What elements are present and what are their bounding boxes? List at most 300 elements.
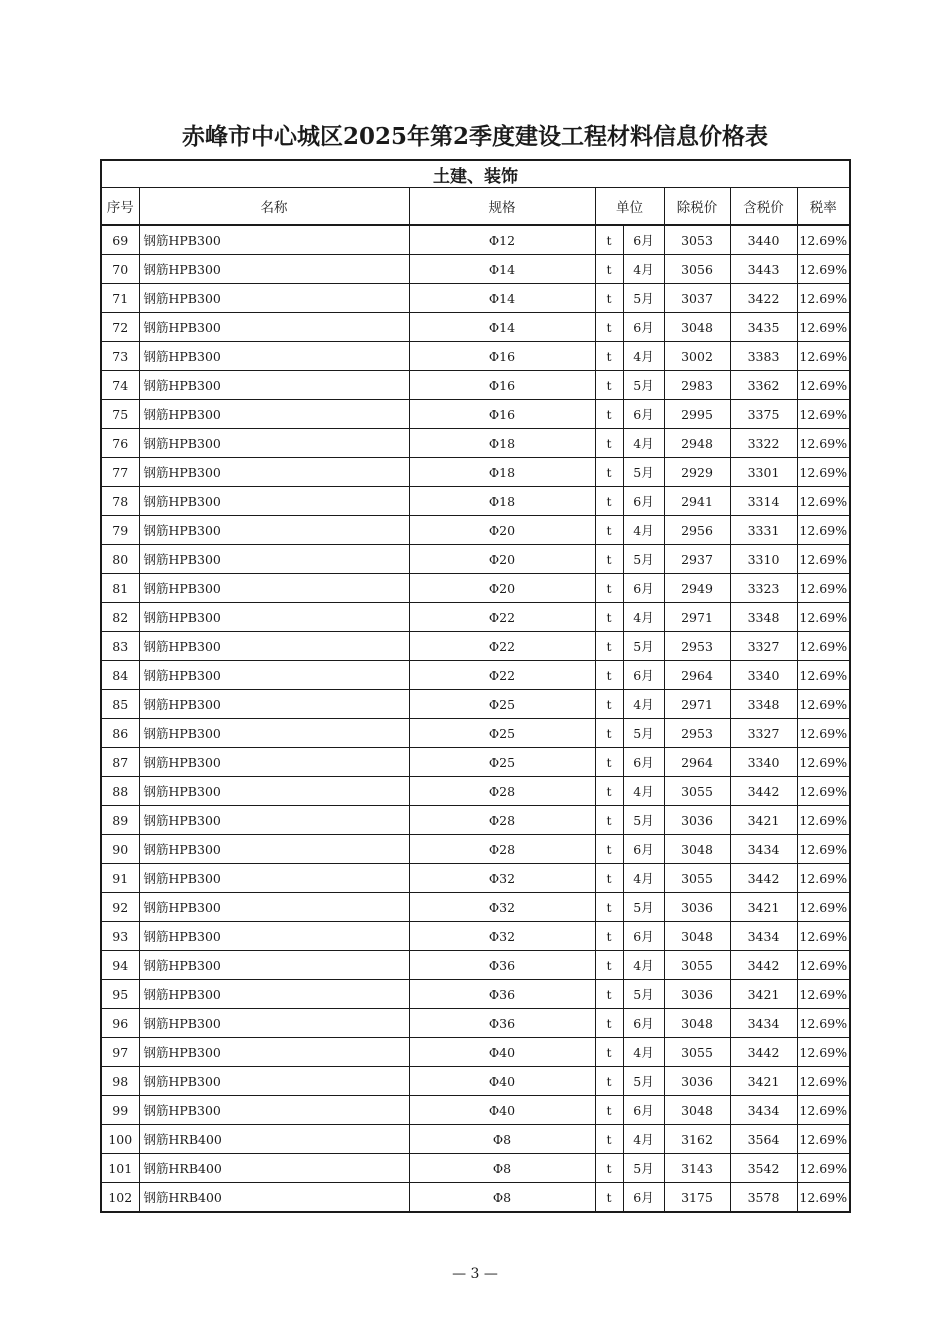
cell-name: 钢筋HPB300 — [139, 951, 409, 980]
cell-unit: t — [595, 748, 623, 777]
header-tax-rate: 税率 — [797, 188, 850, 226]
table-row — [101, 545, 850, 574]
cell-unit: t — [595, 980, 623, 1009]
cell-tax-rate: 12.69% — [797, 632, 850, 661]
cell-seq: 92 — [101, 893, 139, 922]
cell-unit: t — [595, 719, 623, 748]
table-row — [101, 1038, 850, 1067]
cell-price-ex-tax: 3053 — [664, 225, 730, 255]
cell-price-inc-tax: 3422 — [730, 284, 797, 313]
cell-price-inc-tax: 3435 — [730, 313, 797, 342]
cell-unit: t — [595, 1154, 623, 1183]
cell-spec: Φ40 — [409, 1096, 595, 1125]
cell-month: 5月 — [623, 632, 664, 661]
table-row — [101, 1096, 850, 1125]
cell-month: 4月 — [623, 342, 664, 371]
cell-seq: 78 — [101, 487, 139, 516]
cell-name: 钢筋HPB300 — [139, 603, 409, 632]
cell-name: 钢筋HPB300 — [139, 487, 409, 516]
cell-spec: Φ20 — [409, 545, 595, 574]
cell-spec: Φ36 — [409, 980, 595, 1009]
cell-spec: Φ8 — [409, 1125, 595, 1154]
cell-seq: 73 — [101, 342, 139, 371]
cell-month: 6月 — [623, 1009, 664, 1038]
cell-price-inc-tax: 3434 — [730, 1096, 797, 1125]
cell-spec: Φ20 — [409, 574, 595, 603]
cell-unit: t — [595, 255, 623, 284]
cell-name: 钢筋HPB300 — [139, 748, 409, 777]
cell-seq: 98 — [101, 1067, 139, 1096]
cell-name: 钢筋HPB300 — [139, 893, 409, 922]
cell-spec: Φ40 — [409, 1038, 595, 1067]
cell-name: 钢筋HPB300 — [139, 1038, 409, 1067]
table-row — [101, 951, 850, 980]
cell-price-ex-tax: 2956 — [664, 516, 730, 545]
cell-seq: 71 — [101, 284, 139, 313]
cell-price-ex-tax: 3048 — [664, 1009, 730, 1038]
cell-price-inc-tax: 3331 — [730, 516, 797, 545]
cell-name: 钢筋HPB300 — [139, 458, 409, 487]
table-row — [101, 603, 850, 632]
cell-spec: Φ18 — [409, 429, 595, 458]
cell-price-ex-tax: 3143 — [664, 1154, 730, 1183]
cell-tax-rate: 12.69% — [797, 400, 850, 429]
cell-name: 钢筋HPB300 — [139, 1096, 409, 1125]
cell-price-ex-tax: 3055 — [664, 951, 730, 980]
header-seq: 序号 — [101, 188, 139, 226]
cell-price-ex-tax: 3162 — [664, 1125, 730, 1154]
cell-unit: t — [595, 690, 623, 719]
cell-price-inc-tax: 3323 — [730, 574, 797, 603]
cell-spec: Φ14 — [409, 313, 595, 342]
cell-tax-rate: 12.69% — [797, 603, 850, 632]
table-body — [101, 225, 850, 1212]
cell-price-ex-tax: 3055 — [664, 777, 730, 806]
cell-seq: 100 — [101, 1125, 139, 1154]
cell-name: 钢筋HPB300 — [139, 922, 409, 951]
cell-seq: 69 — [101, 225, 139, 255]
table-row — [101, 661, 850, 690]
cell-price-inc-tax: 3301 — [730, 458, 797, 487]
cell-unit: t — [595, 487, 623, 516]
page-number: — 3 — — [452, 1266, 498, 1282]
cell-price-inc-tax: 3362 — [730, 371, 797, 400]
cell-price-inc-tax: 3443 — [730, 255, 797, 284]
cell-price-inc-tax: 3340 — [730, 748, 797, 777]
cell-month: 6月 — [623, 922, 664, 951]
cell-name: 钢筋HRB400 — [139, 1154, 409, 1183]
cell-month: 6月 — [623, 661, 664, 690]
cell-spec: Φ25 — [409, 748, 595, 777]
price-table — [100, 159, 851, 1213]
cell-price-ex-tax: 2953 — [664, 719, 730, 748]
cell-spec: Φ36 — [409, 951, 595, 980]
cell-tax-rate: 12.69% — [797, 806, 850, 835]
cell-tax-rate: 12.69% — [797, 1096, 850, 1125]
cell-seq: 86 — [101, 719, 139, 748]
section-heading: 土建、装饰 — [101, 160, 850, 188]
cell-seq: 94 — [101, 951, 139, 980]
cell-tax-rate: 12.69% — [797, 1154, 850, 1183]
cell-seq: 77 — [101, 458, 139, 487]
cell-month: 6月 — [623, 313, 664, 342]
cell-month: 5月 — [623, 980, 664, 1009]
cell-month: 5月 — [623, 719, 664, 748]
cell-price-inc-tax: 3442 — [730, 777, 797, 806]
cell-tax-rate: 12.69% — [797, 835, 850, 864]
cell-name: 钢筋HPB300 — [139, 255, 409, 284]
cell-name: 钢筋HPB300 — [139, 1067, 409, 1096]
cell-price-ex-tax: 3048 — [664, 313, 730, 342]
cell-unit: t — [595, 632, 623, 661]
cell-unit: t — [595, 951, 623, 980]
table-row — [101, 806, 850, 835]
table-row — [101, 1183, 850, 1213]
cell-price-inc-tax: 3442 — [730, 951, 797, 980]
cell-spec: Φ36 — [409, 1009, 595, 1038]
cell-price-inc-tax: 3440 — [730, 225, 797, 255]
cell-tax-rate: 12.69% — [797, 545, 850, 574]
cell-unit: t — [595, 806, 623, 835]
cell-tax-rate: 12.69% — [797, 574, 850, 603]
header-name: 名称 — [139, 188, 409, 226]
table-row — [101, 1009, 850, 1038]
cell-month: 5月 — [623, 1067, 664, 1096]
header-price-inc-tax: 含税价 — [730, 188, 797, 226]
cell-spec: Φ16 — [409, 342, 595, 371]
cell-spec: Φ12 — [409, 225, 595, 255]
cell-tax-rate: 12.69% — [797, 371, 850, 400]
cell-price-inc-tax: 3442 — [730, 864, 797, 893]
cell-month: 5月 — [623, 806, 664, 835]
cell-price-inc-tax: 3310 — [730, 545, 797, 574]
cell-month: 6月 — [623, 574, 664, 603]
cell-seq: 93 — [101, 922, 139, 951]
cell-seq: 89 — [101, 806, 139, 835]
cell-unit: t — [595, 458, 623, 487]
cell-month: 6月 — [623, 1183, 664, 1213]
cell-name: 钢筋HPB300 — [139, 980, 409, 1009]
table-row — [101, 284, 850, 313]
cell-price-inc-tax: 3340 — [730, 661, 797, 690]
cell-tax-rate: 12.69% — [797, 1125, 850, 1154]
cell-unit: t — [595, 777, 623, 806]
cell-seq: 82 — [101, 603, 139, 632]
cell-price-inc-tax: 3314 — [730, 487, 797, 516]
cell-unit: t — [595, 225, 623, 255]
cell-month: 6月 — [623, 400, 664, 429]
cell-name: 钢筋HPB300 — [139, 342, 409, 371]
cell-price-ex-tax: 3055 — [664, 864, 730, 893]
cell-price-ex-tax: 3056 — [664, 255, 730, 284]
cell-tax-rate: 12.69% — [797, 1038, 850, 1067]
cell-name: 钢筋HPB300 — [139, 516, 409, 545]
cell-spec: Φ14 — [409, 284, 595, 313]
cell-price-ex-tax: 2964 — [664, 661, 730, 690]
table-row — [101, 980, 850, 1009]
cell-tax-rate: 12.69% — [797, 922, 850, 951]
cell-month: 4月 — [623, 603, 664, 632]
cell-unit: t — [595, 1067, 623, 1096]
cell-spec: Φ32 — [409, 893, 595, 922]
cell-spec: Φ40 — [409, 1067, 595, 1096]
cell-unit: t — [595, 1125, 623, 1154]
cell-unit: t — [595, 429, 623, 458]
cell-price-inc-tax: 3421 — [730, 893, 797, 922]
cell-unit: t — [595, 284, 623, 313]
cell-price-inc-tax: 3442 — [730, 1038, 797, 1067]
cell-price-inc-tax: 3322 — [730, 429, 797, 458]
cell-spec: Φ8 — [409, 1154, 595, 1183]
cell-unit: t — [595, 922, 623, 951]
cell-name: 钢筋HPB300 — [139, 429, 409, 458]
page-title: 赤峰市中心城区2025年第2季度建设工程材料信息价格表 — [181, 123, 769, 150]
cell-unit: t — [595, 342, 623, 371]
cell-price-ex-tax: 3037 — [664, 284, 730, 313]
header-unit: 单位 — [595, 188, 664, 226]
table-row — [101, 1067, 850, 1096]
cell-price-ex-tax: 2949 — [664, 574, 730, 603]
cell-unit: t — [595, 1009, 623, 1038]
cell-month: 6月 — [623, 748, 664, 777]
cell-price-inc-tax: 3434 — [730, 922, 797, 951]
cell-month: 6月 — [623, 835, 664, 864]
cell-month: 6月 — [623, 487, 664, 516]
cell-tax-rate: 12.69% — [797, 719, 850, 748]
cell-month: 5月 — [623, 284, 664, 313]
cell-name: 钢筋HPB300 — [139, 690, 409, 719]
table-row — [101, 574, 850, 603]
table-row — [101, 313, 850, 342]
cell-month: 4月 — [623, 1038, 664, 1067]
cell-name: 钢筋HPB300 — [139, 806, 409, 835]
cell-spec: Φ28 — [409, 806, 595, 835]
cell-tax-rate: 12.69% — [797, 980, 850, 1009]
cell-name: 钢筋HPB300 — [139, 864, 409, 893]
cell-price-inc-tax: 3434 — [730, 1009, 797, 1038]
cell-name: 钢筋HPB300 — [139, 835, 409, 864]
table-row — [101, 690, 850, 719]
cell-spec: Φ28 — [409, 835, 595, 864]
cell-price-ex-tax: 3048 — [664, 835, 730, 864]
cell-spec: Φ16 — [409, 371, 595, 400]
cell-price-ex-tax: 2971 — [664, 603, 730, 632]
cell-spec: Φ25 — [409, 690, 595, 719]
header-spec: 规格 — [409, 188, 595, 226]
cell-name: 钢筋HPB300 — [139, 371, 409, 400]
cell-name: 钢筋HPB300 — [139, 1009, 409, 1038]
cell-spec: Φ20 — [409, 516, 595, 545]
table-row — [101, 371, 850, 400]
cell-name: 钢筋HPB300 — [139, 545, 409, 574]
cell-month: 5月 — [623, 545, 664, 574]
cell-tax-rate: 12.69% — [797, 777, 850, 806]
cell-name: 钢筋HPB300 — [139, 284, 409, 313]
cell-unit: t — [595, 1096, 623, 1125]
cell-name: 钢筋HRB400 — [139, 1183, 409, 1213]
cell-month: 4月 — [623, 255, 664, 284]
cell-month: 6月 — [623, 1096, 664, 1125]
cell-name: 钢筋HPB300 — [139, 661, 409, 690]
table-row — [101, 487, 850, 516]
cell-price-inc-tax: 3375 — [730, 400, 797, 429]
table-row — [101, 777, 850, 806]
cell-price-inc-tax: 3327 — [730, 719, 797, 748]
cell-tax-rate: 12.69% — [797, 429, 850, 458]
cell-price-ex-tax: 3036 — [664, 1067, 730, 1096]
cell-month: 5月 — [623, 371, 664, 400]
cell-seq: 79 — [101, 516, 139, 545]
cell-spec: Φ22 — [409, 661, 595, 690]
cell-tax-rate: 12.69% — [797, 1067, 850, 1096]
cell-price-inc-tax: 3421 — [730, 1067, 797, 1096]
cell-spec: Φ18 — [409, 487, 595, 516]
cell-price-inc-tax: 3564 — [730, 1125, 797, 1154]
cell-month: 4月 — [623, 951, 664, 980]
cell-name: 钢筋HRB400 — [139, 1125, 409, 1154]
table-row — [101, 225, 850, 255]
cell-spec: Φ8 — [409, 1183, 595, 1213]
cell-price-inc-tax: 3327 — [730, 632, 797, 661]
cell-seq: 75 — [101, 400, 139, 429]
cell-price-inc-tax: 3542 — [730, 1154, 797, 1183]
cell-price-ex-tax: 2948 — [664, 429, 730, 458]
cell-month: 4月 — [623, 1125, 664, 1154]
cell-spec: Φ22 — [409, 632, 595, 661]
cell-seq: 99 — [101, 1096, 139, 1125]
cell-seq: 81 — [101, 574, 139, 603]
cell-seq: 102 — [101, 1183, 139, 1213]
cell-unit: t — [595, 1183, 623, 1213]
cell-unit: t — [595, 371, 623, 400]
cell-name: 钢筋HPB300 — [139, 225, 409, 255]
cell-tax-rate: 12.69% — [797, 951, 850, 980]
cell-price-ex-tax: 3036 — [664, 806, 730, 835]
cell-unit: t — [595, 400, 623, 429]
cell-spec: Φ25 — [409, 719, 595, 748]
cell-month: 4月 — [623, 690, 664, 719]
cell-tax-rate: 12.69% — [797, 690, 850, 719]
cell-seq: 74 — [101, 371, 139, 400]
cell-seq: 97 — [101, 1038, 139, 1067]
cell-month: 4月 — [623, 429, 664, 458]
cell-seq: 96 — [101, 1009, 139, 1038]
cell-price-ex-tax: 2941 — [664, 487, 730, 516]
cell-tax-rate: 12.69% — [797, 661, 850, 690]
table-row — [101, 893, 850, 922]
cell-spec: Φ22 — [409, 603, 595, 632]
cell-seq: 85 — [101, 690, 139, 719]
cell-seq: 95 — [101, 980, 139, 1009]
cell-month: 6月 — [623, 225, 664, 255]
table-row — [101, 255, 850, 284]
cell-price-ex-tax: 3036 — [664, 893, 730, 922]
table-row — [101, 342, 850, 371]
cell-seq: 72 — [101, 313, 139, 342]
cell-seq: 80 — [101, 545, 139, 574]
cell-price-inc-tax: 3383 — [730, 342, 797, 371]
cell-name: 钢筋HPB300 — [139, 400, 409, 429]
cell-seq: 101 — [101, 1154, 139, 1183]
cell-price-ex-tax: 3036 — [664, 980, 730, 1009]
table-row — [101, 922, 850, 951]
cell-month: 5月 — [623, 893, 664, 922]
cell-name: 钢筋HPB300 — [139, 719, 409, 748]
table-row — [101, 864, 850, 893]
cell-price-inc-tax: 3348 — [730, 690, 797, 719]
table-row — [101, 835, 850, 864]
cell-unit: t — [595, 313, 623, 342]
cell-name: 钢筋HPB300 — [139, 777, 409, 806]
table-row — [101, 1154, 850, 1183]
cell-price-ex-tax: 2937 — [664, 545, 730, 574]
cell-tax-rate: 12.69% — [797, 342, 850, 371]
cell-price-ex-tax: 2971 — [664, 690, 730, 719]
cell-price-ex-tax: 2983 — [664, 371, 730, 400]
cell-seq: 88 — [101, 777, 139, 806]
cell-tax-rate: 12.69% — [797, 458, 850, 487]
table-row — [101, 516, 850, 545]
cell-price-inc-tax: 3421 — [730, 980, 797, 1009]
cell-unit: t — [595, 835, 623, 864]
cell-tax-rate: 12.69% — [797, 516, 850, 545]
cell-tax-rate: 12.69% — [797, 284, 850, 313]
cell-tax-rate: 12.69% — [797, 225, 850, 255]
table-row — [101, 429, 850, 458]
cell-unit: t — [595, 574, 623, 603]
table-row — [101, 400, 850, 429]
cell-seq: 70 — [101, 255, 139, 284]
cell-unit: t — [595, 603, 623, 632]
cell-price-ex-tax: 2953 — [664, 632, 730, 661]
table-row — [101, 719, 850, 748]
cell-unit: t — [595, 893, 623, 922]
cell-price-inc-tax: 3348 — [730, 603, 797, 632]
cell-price-ex-tax: 3048 — [664, 922, 730, 951]
cell-spec: Φ18 — [409, 458, 595, 487]
cell-unit: t — [595, 545, 623, 574]
cell-price-ex-tax: 3055 — [664, 1038, 730, 1067]
cell-month: 5月 — [623, 1154, 664, 1183]
cell-spec: Φ16 — [409, 400, 595, 429]
cell-tax-rate: 12.69% — [797, 748, 850, 777]
cell-name: 钢筋HPB300 — [139, 632, 409, 661]
cell-seq: 76 — [101, 429, 139, 458]
cell-price-ex-tax: 3175 — [664, 1183, 730, 1213]
cell-spec: Φ32 — [409, 922, 595, 951]
cell-tax-rate: 12.69% — [797, 255, 850, 284]
cell-name: 钢筋HPB300 — [139, 574, 409, 603]
cell-spec: Φ14 — [409, 255, 595, 284]
cell-month: 5月 — [623, 458, 664, 487]
header-price-ex-tax: 除税价 — [664, 188, 730, 226]
cell-unit: t — [595, 516, 623, 545]
cell-name: 钢筋HPB300 — [139, 313, 409, 342]
table-row — [101, 632, 850, 661]
cell-price-inc-tax: 3421 — [730, 806, 797, 835]
cell-price-ex-tax: 3048 — [664, 1096, 730, 1125]
cell-month: 4月 — [623, 864, 664, 893]
cell-tax-rate: 12.69% — [797, 487, 850, 516]
cell-seq: 91 — [101, 864, 139, 893]
cell-unit: t — [595, 864, 623, 893]
cell-price-ex-tax: 2964 — [664, 748, 730, 777]
cell-seq: 90 — [101, 835, 139, 864]
cell-spec: Φ32 — [409, 864, 595, 893]
cell-tax-rate: 12.69% — [797, 864, 850, 893]
cell-unit: t — [595, 661, 623, 690]
cell-seq: 84 — [101, 661, 139, 690]
